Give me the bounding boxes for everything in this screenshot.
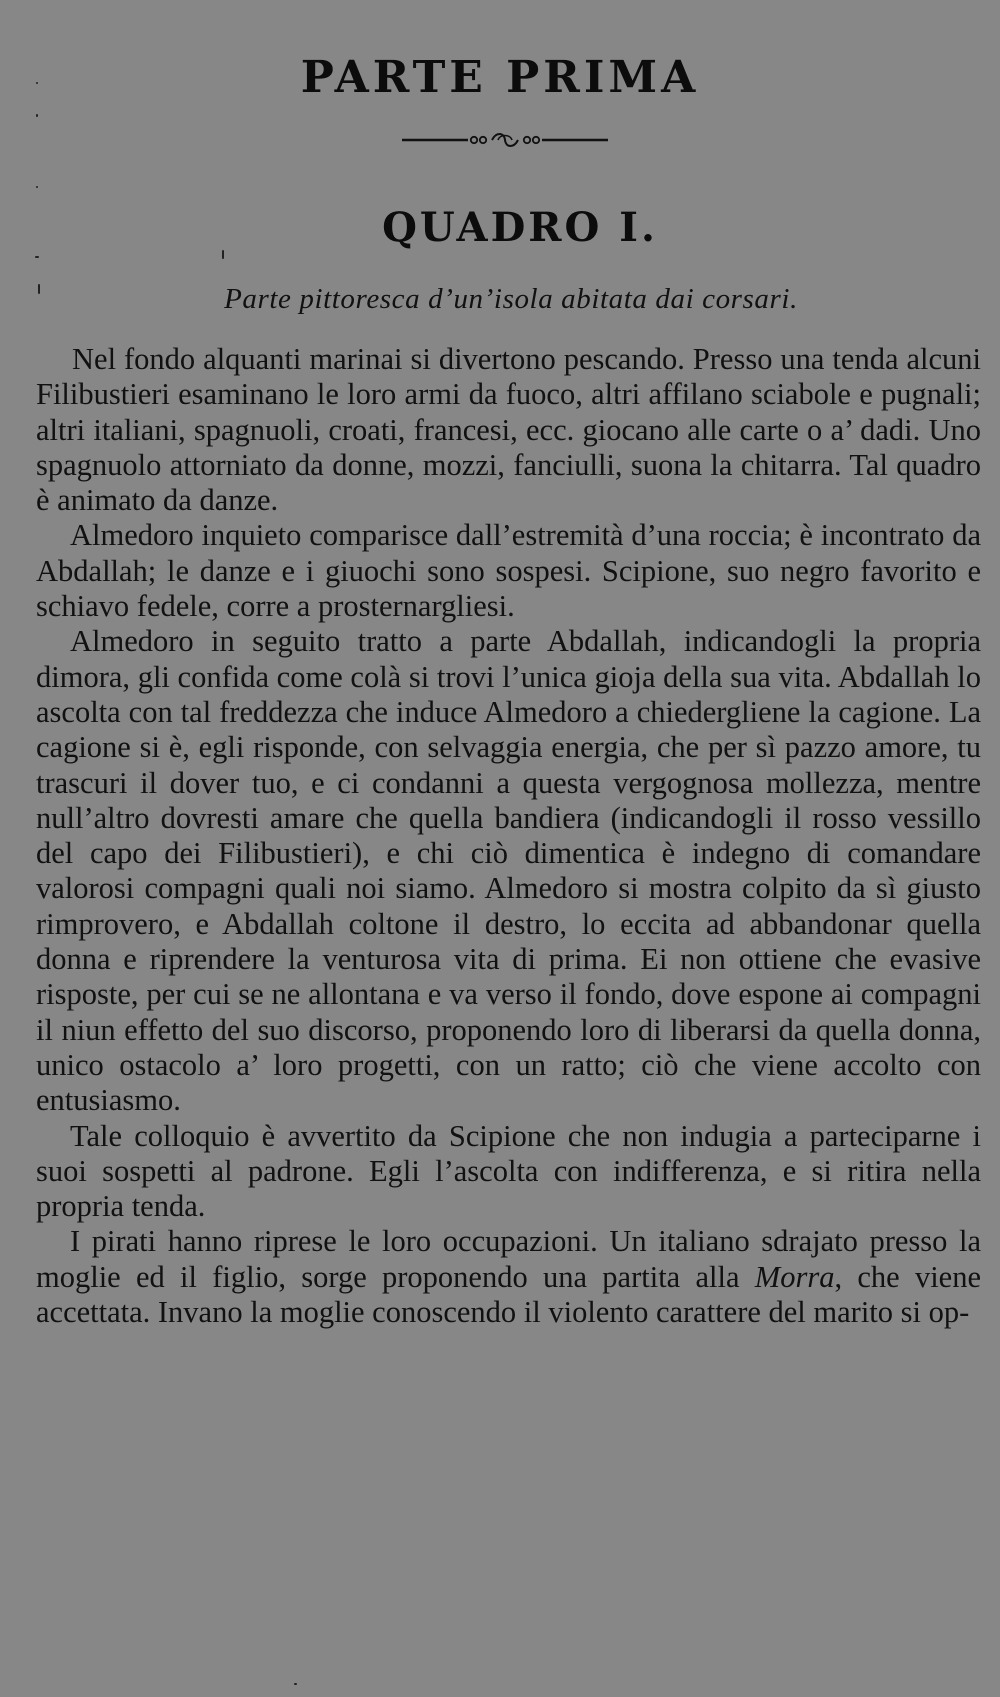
scan-speck	[222, 250, 224, 259]
scene-subtitle: Parte pittoresca d’un’isola abitata dai corsari.	[224, 283, 798, 315]
scan-speck	[294, 1683, 297, 1685]
paragraph: Almedoro inquieto comparisce dall’estremità d’una roccia; è incontrato da Abdallah; le danze e i giuochi sono sospesi. Scipione, suo negro favorito e schiavo fedele, corre a prosternargliesi.	[36, 518, 981, 624]
scene-title: QUADRO I.	[382, 204, 658, 251]
part-title: PARTE PRIMA	[300, 52, 700, 103]
paragraph: Tale colloquio è avvertito da Scipione che non indugia a parteciparne i suoi sospetti al padrone. Egli l’ascolta con indifferenza, e si ritira nella propria tenda.	[36, 1118, 981, 1224]
decorative-ornament-icon	[400, 128, 610, 152]
scan-speck	[36, 114, 38, 117]
scan-speck	[38, 284, 40, 294]
paragraph: I pirati hanno riprese le loro occupazioni. Un italiano sdrajato presso la moglie ed il figlio, sorge proponendo una partita alla Morra, che viene accettata. Invano la moglie conoscendo il violento carattere del marito si op-	[36, 1224, 981, 1330]
scan-speck	[35, 256, 39, 258]
scan-speck	[36, 82, 38, 84]
paragraph: Almedoro in seguito tratto a parte Abdallah, indicandogli la propria dimora, gli confida come colà si trovi l’unica gioja della sua vita. Abdallah lo ascolta con tal freddezza che induce Almedoro a chiedergliene la cagione. La cagione si è, egli risponde, con selvaggia energia, che per sì pazzo amore, tu trascuri il dover tuo, e ci condanni a questa vergognosa mollezza, mentre null’altro dovresti amare che quella bandiera (indicandogli il rosso vessillo del capo dei Filibustieri), e chi ciò dimentica è indegno di comandare valorosi compagni quali noi siamo. Almedoro si mostra colpito da sì giusto rimprovero, e Abdallah coltone il destro, lo eccita ad abbandonar quella donna e riprendere la venturosa vita di prima. Ei non ottiene che evasive risposte, per cui se ne allontana e va verso il fondo, dove espone ai compagni il niun effetto del suo discorso, proponendo loro di liberarsi da quella donna, unico ostacolo a’ loro progetti, con un ratto; ciò che viene accolto con entusiasmo.	[36, 624, 981, 1118]
scan-speck	[36, 186, 38, 188]
stage-directions	[36, 342, 981, 1330]
paragraph: Nel fondo alquanti marinai si divertono pescando. Presso una tenda alcuni Filibustieri esaminano le loro armi da fuoco, altri affilano sciabole e pugnali; altri italiani, spagnuoli, croati, francesi, ecc. giocano alle carte o a’ dadi. Uno spagnuolo attorniato da donne, mozzi, fanciulli, suona la chitarra. Tal quadro è animato da danze.	[36, 342, 981, 518]
italic-term: Morra	[754, 1259, 835, 1294]
